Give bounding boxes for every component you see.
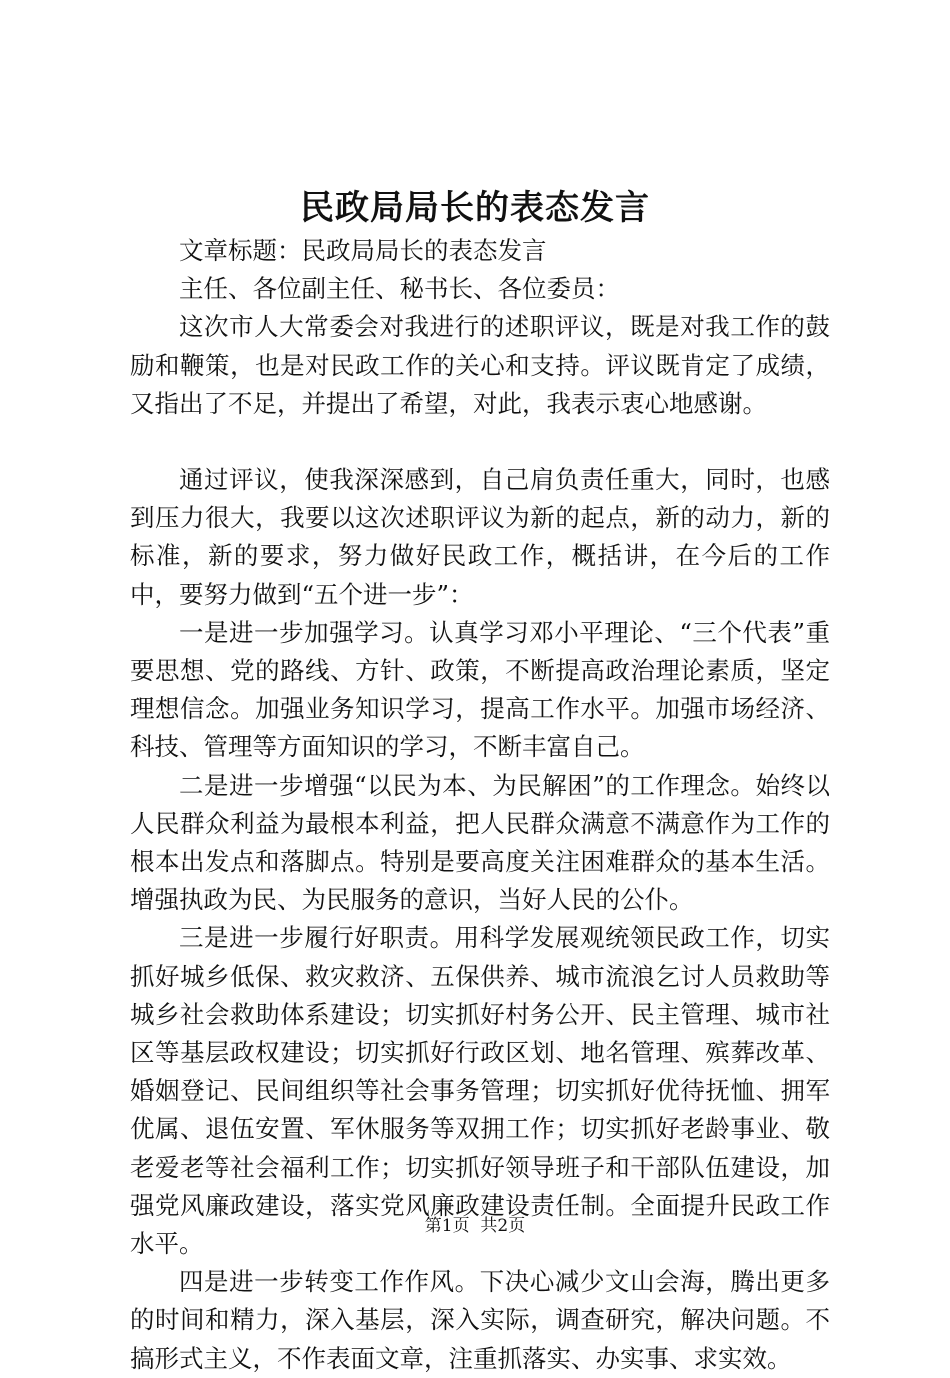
page-footer xyxy=(0,1214,950,1238)
document-title: 民政局局长的表态发言 xyxy=(300,188,650,228)
paragraph-point-three: 三是进一步履行好职责。用科学发展观统领民政工作，切实抓好城乡低保、救灾救济、五保供养、城市流浪乞讨人员救助等城乡社会救助体系建设；切实抓好村务公开、民主管理、城市社区等基层政权建设；切实抓好行政区划、地名管理、殡葬改革、婚姻登记、民间组织等社会事务管理；切实抓好优待抚恤、拥军优属、退伍安置、军休服务等双拥工作；切实抓好老龄事业、敬老爱老等社会福利工作；切实抓好领导班子和干部队伍建设，加强党风廉政建设，落实党风廉政建设责任制。全面提升民政工作水平。 xyxy=(130,923,830,1259)
paragraph-five-steps: 通过评议，使我深深感到，自己肩负责任重大，同时，也感到压力很大，我要以这次述职评议为新的起点，新的动力，新的标准，新的要求，努力做好民政工作，概括讲，在今后的工作中，要努力做到“五个进一步”： xyxy=(130,465,830,609)
salutation: 主任、各位副主任、秘书长、各位委员： xyxy=(179,274,620,304)
paragraph-point-two: 二是进一步增强“以民为本、为民解困”的工作理念。始终以人民群众利益为最根本利益，把人民群众满意不满意作为工作的根本出发点和落脚点。特别是要高度关注困难群众的基本生活。增强执政为民、为民服务的意识，当好人民的公仆。 xyxy=(130,770,830,915)
page-number: 第1页 共2页 xyxy=(424,1216,526,1236)
article-heading-line: 文章标题：民政局局长的表态发言 xyxy=(179,236,547,265)
paragraph-point-one: 一是进一步加强学习。认真学习邓小平理论、“三个代表”重要思想、党的路线、方针、政策，不断提高政治理论素质，坚定理想信念。加强业务知识学习，提高工作水平。加强市场经济、科技、管理等方面知识的学习，不断丰富自己。 xyxy=(130,617,830,762)
paragraph-intro: 这次市人大常委会对我进行的述职评议，既是对我工作的鼓励和鞭策，也是对民政工作的关心和支持。评议既肯定了成绩，又指出了不足，并提出了希望，对此，我表示衷心地感谢。 xyxy=(130,312,830,418)
paragraph-point-four: 四是进一步转变工作作风。下决心减少文山会海，腾出更多的时间和精力，深入基层，深入实际，调查研究，解决问题。不搞形式主义，不作表面文章，注重抓落实、办实事、求实效。 xyxy=(130,1267,830,1373)
document-body xyxy=(130,232,830,1378)
